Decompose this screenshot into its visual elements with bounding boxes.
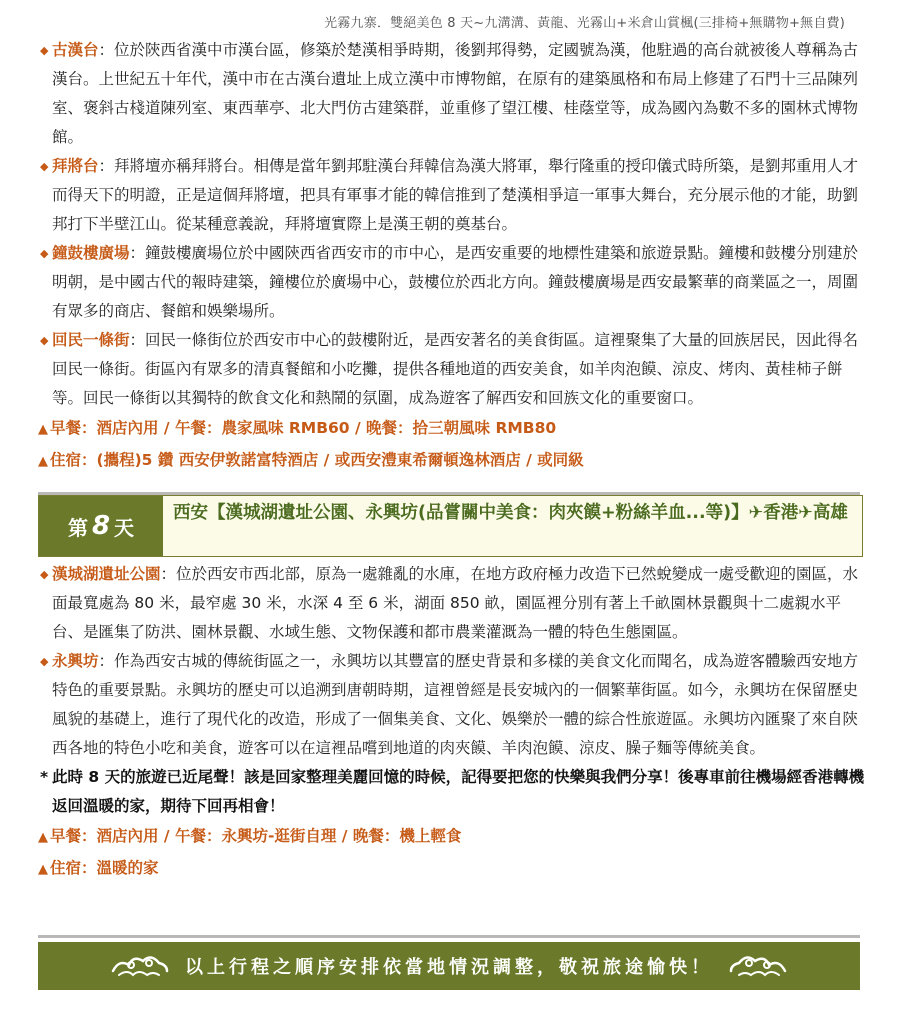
diamond-bullet-icon: ◆	[40, 334, 49, 347]
running-header: 光霧九寨．雙絕美色 8 天~九溝溝、黃龍、光霧山+米倉山賞楓(三排椅+無購物+無自費)	[324, 16, 845, 31]
attraction-text: ：鐘鼓樓廣場位於中國陝西省西安市的市中心，是西安重要的地標性建築和旅遊景點。鐘樓和鼓樓分別建於明朝，是中國古代的報時建築，鐘樓位於廣場中心，鼓樓位於西北方向。鐘鼓樓廣場是西安最繁華的商業區之一，周圍有眾多的商店、餐館和娛樂場所。	[52, 244, 859, 320]
attraction-item	[38, 36, 868, 152]
day7-section	[38, 36, 868, 477]
day-label-prefix: 第	[67, 515, 88, 540]
footer-text: 以上行程之順序安排依當地情況調整，敬祝旅途愉快！	[185, 957, 713, 978]
asterisk-icon: *	[40, 768, 49, 786]
diamond-bullet-icon: ◆	[40, 568, 49, 581]
hotel-text: 住宿：(攜程)5 鑽 西安伊敦諾富特酒店 / 或西安澧東希爾頓逸林酒店 / 或同級	[50, 451, 584, 469]
hotel-line	[38, 853, 868, 885]
attraction-name: 回民一條街	[52, 331, 130, 349]
footer-divider	[38, 935, 860, 938]
attraction-text: ：拜將壇亦稱拜將台。相傳是當年劉邦駐漢台拜韓信為漢大將軍，舉行隆重的授印儀式時所築，是劉邦重用人才而得天下的明證，正是這個拜將壇，把具有軍事才能的韓信推到了楚漢相爭這一軍事大舞台，充分展示他的才能，助劉邦打下半壁江山。從某種意義說，拜將壇實際上是漢王朝的奠基台。	[52, 157, 859, 233]
attraction-name: 鐘鼓樓廣場	[52, 244, 130, 262]
attraction-item	[38, 239, 868, 326]
meals-line	[38, 821, 868, 853]
attraction-item	[38, 326, 868, 413]
footer-banner	[38, 942, 860, 990]
meals-text: 早餐：酒店內用 / 午餐：農家風味 RMB60 / 晚餐：拾三朝風味 RMB80	[50, 419, 557, 437]
triangle-icon: ▲	[38, 422, 48, 437]
attraction-text: ：位於西安市西北部，原為一處雜亂的水庫，在地方政府極力改造下已然蛻變成一處受歡迎的園區，水面最寬處為 80 米，最窄處 30 米，水深 4 至 6 米，湖面 850 畝，園區裡分別有著上千畝園林景觀與十二處親水平台、是匯集了防洪、園林景觀、水域生態、文物保護和都市農業灌溉為一體的特色生態園區。	[52, 565, 859, 641]
day-label	[39, 496, 163, 556]
triangle-icon: ▲	[38, 862, 48, 877]
attraction-name: 永興坊	[52, 652, 99, 670]
attraction-text: ：回民一條街位於西安市中心的鼓樓附近，是西安著名的美食街區。這裡聚集了大量的回族居民，因此得名回民一條街。街區內有眾多的清真餐館和小吃攤，提供各種地道的西安美食，如羊肉泡饃、涼皮、烤肉、黃桂柿子餅等。回民一條街以其獨特的飲食文化和熱鬧的氛圍，成為遊客了解西安和回族文化的重要窗口。	[52, 331, 859, 407]
triangle-icon: ▲	[38, 454, 48, 469]
meals-line	[38, 413, 868, 445]
hotel-text: 住宿：溫暖的家	[50, 859, 159, 877]
attraction-item	[38, 152, 868, 239]
closing-note-text: 此時 8 天的旅遊已近尾聲！該是回家整理美麗回憶的時候，記得要把您的快樂與我們分享！後專車前往機場經香港轉機返回溫暖的家，期待下回再相會！	[52, 768, 865, 815]
hotel-line	[38, 445, 868, 477]
day8-heading	[38, 495, 863, 557]
attraction-item	[38, 560, 868, 647]
diamond-bullet-icon: ◆	[40, 44, 49, 57]
attraction-name: 古漢台	[52, 41, 99, 59]
diamond-bullet-icon: ◆	[40, 160, 49, 173]
attraction-item	[38, 647, 868, 763]
diamond-bullet-icon: ◆	[40, 655, 49, 668]
attraction-text: ：作為西安古城的傳統街區之一，永興坊以其豐富的歷史背景和多樣的美食文化而聞名，成為遊客體驗西安地方特色的重要景點。永興坊的歷史可以追溯到唐朝時期，這裡曾經是長安城內的一個繁華街區。如今，永興坊在保留歷史風貌的基礎上，進行了現代化的改造，形成了一個集美食、文化、娛樂於一體的綜合性旅遊區。永興坊內匯聚了來自陝西各地的特色小吃和美食，遊客可以在這裡品嚐到地道的肉夾饃、羊肉泡饃、涼皮、臊子麵等傳統美食。	[52, 652, 859, 757]
day-title: 西安【漢城湖遺址公園、永興坊(品嘗關中美食：肉夾饃+粉絲羊血...等)】✈香港✈高雄	[163, 496, 862, 556]
day8-section	[38, 560, 868, 885]
day-number: 8	[91, 511, 111, 541]
meals-text: 早餐：酒店內用 / 午餐：永興坊-逛街自理 / 晚餐：機上輕食	[50, 827, 462, 845]
attraction-name: 漢城湖遺址公園	[52, 565, 161, 583]
triangle-icon: ▲	[38, 830, 48, 845]
cloud-ornament-icon	[727, 951, 789, 981]
diamond-bullet-icon: ◆	[40, 247, 49, 260]
attraction-text: ：位於陝西省漢中市漢台區，修築於楚漢相爭時期，後劉邦得勢，定國號為漢，他駐過的高台就被後人尊稱為古漢台。上世紀五十年代，漢中市在古漢台遺址上成立漢中市博物館，在原有的建築風格和布局上修建了石門十三品陳列室、褒斜古棧道陳列室、東西華亭、北大門仿古建築群，並重修了望江樓、桂蔭堂等，成為國內為數不多的園林式博物館。	[52, 41, 859, 146]
attraction-name: 拜將台	[52, 157, 99, 175]
closing-note	[38, 763, 868, 821]
cloud-ornament-icon	[109, 951, 171, 981]
day-label-suffix: 天	[114, 515, 135, 540]
